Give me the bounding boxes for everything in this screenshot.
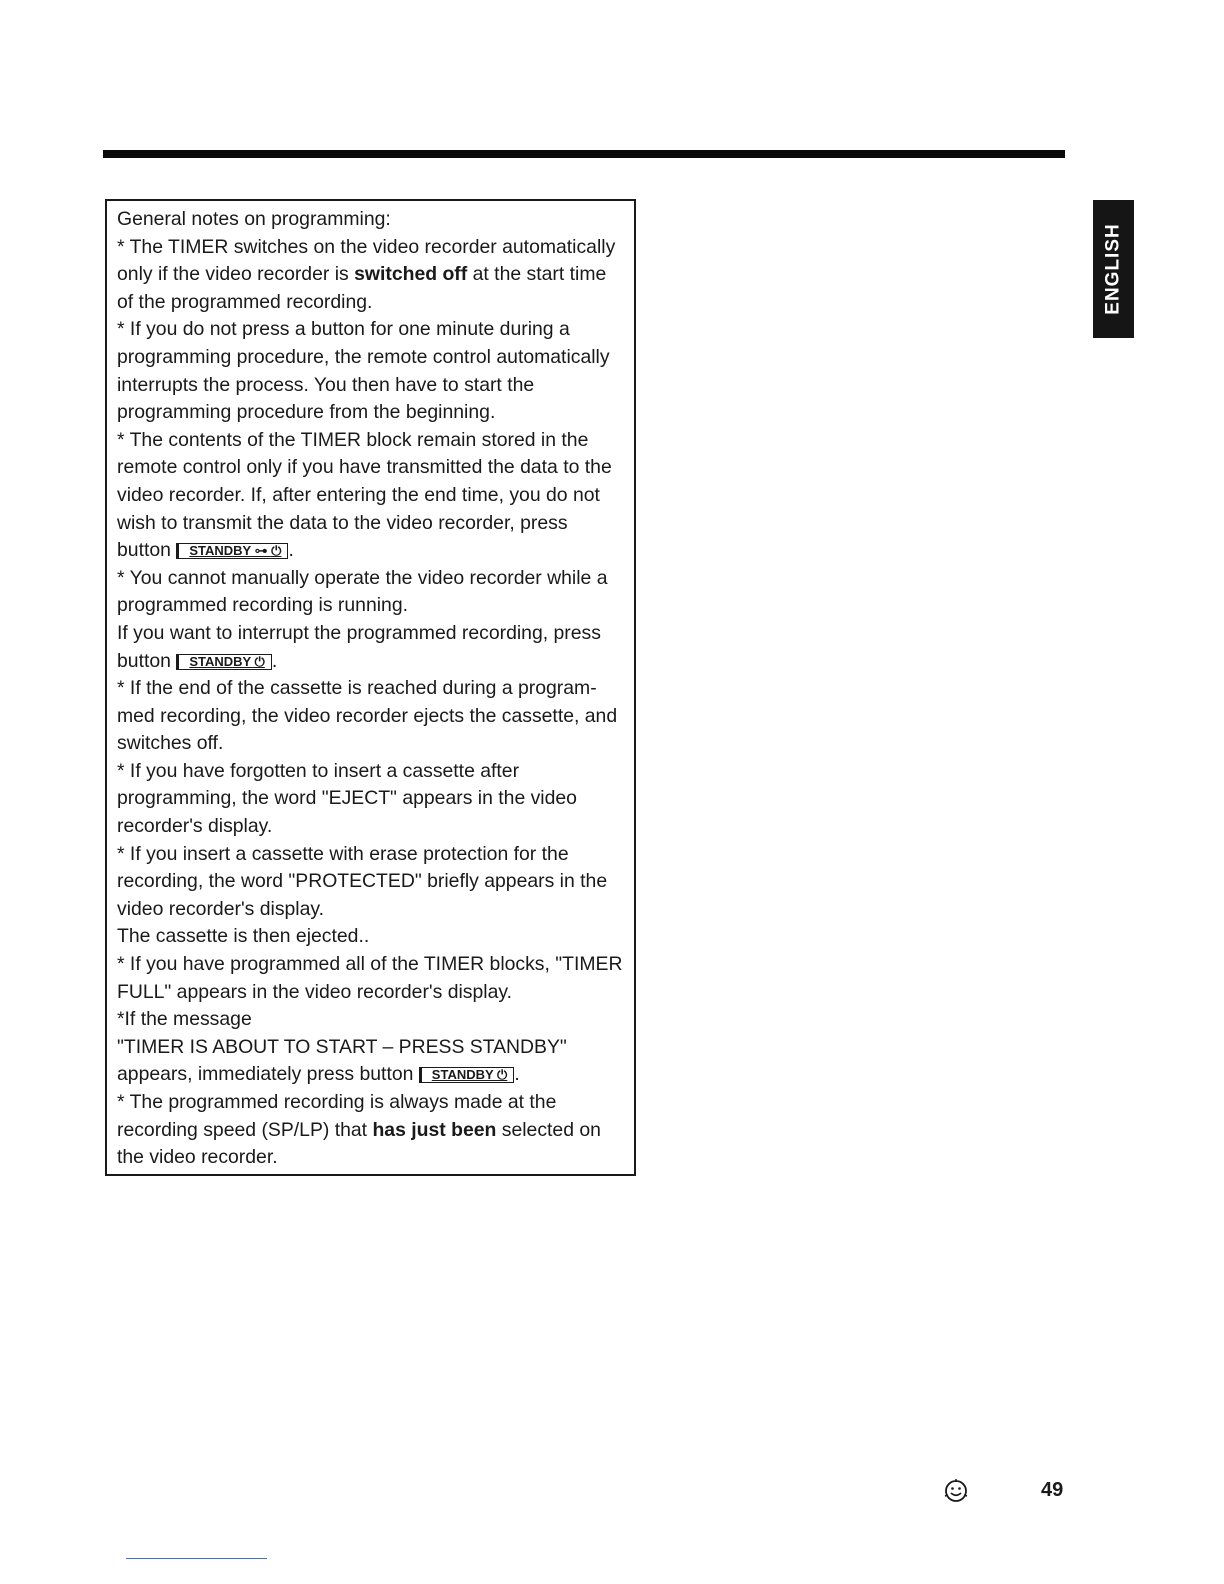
note-cassette-end: * If the end of the cassette is reached during a program-med recording, the video recorder ejects the cassette, and switches off. bbox=[117, 677, 618, 755]
note-message-action: appears, immediately press button STANDBY ⏻ . bbox=[117, 1063, 520, 1086]
note-timer-full: * If you have programmed all of the TIMER blocks, "TIMER FULL" appears in the video recorder's display. bbox=[117, 953, 623, 1003]
note-interrupt: If you want to interrupt the programmed recording, press button STANDBY ⏻ . bbox=[117, 621, 601, 672]
note-manual-operation: * You cannot manually operate the video recorder while a programmed recording is running. bbox=[117, 566, 608, 617]
note-message-intro: *If the message bbox=[117, 1008, 252, 1031]
language-tab-label: ENGLISH bbox=[1102, 223, 1124, 315]
notes-heading: General notes on programming: bbox=[117, 208, 391, 230]
standby-key-label: STANDBY ⏻ bbox=[419, 1067, 515, 1083]
note-protected: * If you insert a cassette with erase protection for the recording, the word "PROTECTED" briefly appears in the video recorder's display. bbox=[117, 842, 608, 920]
language-tab bbox=[1093, 200, 1134, 338]
smiley-tip-icon bbox=[942, 1477, 970, 1505]
note-eject: * If you have forgotten to insert a cassette after programming, the word "EJECT" appears in the video recorder's display. bbox=[117, 759, 577, 838]
note-timer-block: * The contents of the TIMER block remain stored in the remote control only if you have transmitted the data to the video recorder. If, after entering the end time, you do not wish to transmit the data to the video recorder, press button STANDBY ⊶ ⏻ . bbox=[117, 428, 612, 562]
note-timer-switch: * The TIMER switches on the video recorder automatically only if the video recorder is switched off at the start time of the programmed recording. bbox=[117, 235, 616, 313]
programming-notes-box bbox=[105, 199, 636, 1176]
standby-key-label: STANDBY ⏻ bbox=[176, 654, 272, 670]
note-timeout: * If you do not press a button for one minute during a programming procedure, the remote control automatically interrupts the process. You then have to start the programming procedure from the beginning. bbox=[117, 318, 610, 424]
page-number: 49 bbox=[1041, 1479, 1064, 1501]
note-ejected: The cassette is then ejected.. bbox=[117, 925, 370, 948]
note-message-text: "TIMER IS ABOUT TO START – PRESS STANDBY" bbox=[117, 1035, 567, 1058]
note-recording-speed: * The programmed recording is always made at the recording speed (SP/LP) that has just been selected on the video recorder. bbox=[117, 1091, 601, 1169]
top-rule bbox=[103, 150, 1065, 158]
footer-divider bbox=[126, 1558, 267, 1559]
standby-key-label: STANDBY ⊶ ⏻ bbox=[176, 543, 288, 559]
